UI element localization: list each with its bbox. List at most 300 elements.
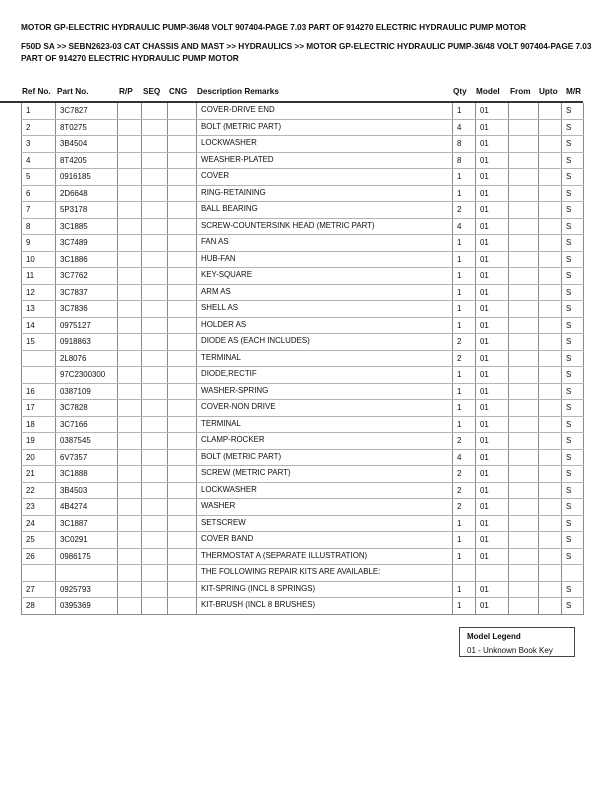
qty-cell: 1	[453, 169, 476, 186]
rp-cell	[118, 136, 142, 153]
rp-cell	[118, 103, 142, 119]
ref-no-cell: 21	[22, 466, 56, 483]
seq-cell	[142, 367, 168, 384]
mr-cell: S	[562, 251, 584, 268]
qty-cell: 1	[453, 515, 476, 532]
seq-cell	[142, 416, 168, 433]
from-cell	[509, 466, 539, 483]
cng-cell	[168, 482, 197, 499]
from-cell	[509, 185, 539, 202]
model-cell: 01	[476, 284, 509, 301]
seq-cell	[142, 284, 168, 301]
upto-cell	[539, 367, 562, 384]
upto-cell	[539, 416, 562, 433]
ref-no-cell: 16	[22, 383, 56, 400]
description-cell: ARM AS	[197, 284, 453, 301]
qty-cell: 2	[453, 334, 476, 351]
cng-cell	[168, 334, 197, 351]
qty-cell	[453, 565, 476, 582]
ref-no-cell: 8	[22, 218, 56, 235]
from-cell	[509, 334, 539, 351]
seq-cell	[142, 515, 168, 532]
cng-cell	[168, 383, 197, 400]
col-seq: SEQ	[143, 87, 161, 96]
description-cell: BOLT (METRIC PART)	[197, 449, 453, 466]
ref-no-cell: 2	[22, 119, 56, 136]
seq-cell	[142, 400, 168, 417]
model-cell: 01	[476, 499, 509, 516]
part-no-cell: 0387109	[56, 383, 118, 400]
table-row	[22, 235, 584, 252]
table-row	[22, 152, 584, 169]
from-cell	[509, 152, 539, 169]
table-row	[22, 268, 584, 285]
table-row	[22, 598, 584, 615]
upto-cell	[539, 152, 562, 169]
ref-no-cell: 17	[22, 400, 56, 417]
part-no-cell: 3C7762	[56, 268, 118, 285]
ref-no-cell: 25	[22, 532, 56, 549]
seq-cell	[142, 598, 168, 615]
model-cell: 01	[476, 119, 509, 136]
qty-cell: 1	[453, 383, 476, 400]
description-cell: KIT-BRUSH (INCL 8 BRUSHES)	[197, 598, 453, 615]
description-cell: HOLDER AS	[197, 317, 453, 334]
seq-cell	[142, 565, 168, 582]
qty-cell: 2	[453, 466, 476, 483]
mr-cell: S	[562, 317, 584, 334]
upto-cell	[539, 532, 562, 549]
model-cell: 01	[476, 581, 509, 598]
description-cell: THERMOSTAT A (SEPARATE ILLUSTRATION)	[197, 548, 453, 565]
rp-cell	[118, 334, 142, 351]
ref-no-cell: 20	[22, 449, 56, 466]
ref-no-cell: 4	[22, 152, 56, 169]
part-no-cell: 2D6648	[56, 185, 118, 202]
seq-cell	[142, 136, 168, 153]
from-cell	[509, 251, 539, 268]
part-no-cell: 0925793	[56, 581, 118, 598]
part-no-cell: 3C7836	[56, 301, 118, 318]
from-cell	[509, 400, 539, 417]
table-row	[22, 482, 584, 499]
mr-cell: S	[562, 284, 584, 301]
model-cell: 01	[476, 334, 509, 351]
model-cell: 01	[476, 383, 509, 400]
rp-cell	[118, 598, 142, 615]
qty-cell: 2	[453, 202, 476, 219]
description-cell: WASHER-SPRING	[197, 383, 453, 400]
ref-no-cell: 14	[22, 317, 56, 334]
ref-no-cell: 10	[22, 251, 56, 268]
mr-cell: S	[562, 136, 584, 153]
table-row	[22, 284, 584, 301]
description-cell: HUB-FAN	[197, 251, 453, 268]
col-mr: M/R	[566, 87, 582, 96]
cng-cell	[168, 169, 197, 186]
rp-cell	[118, 466, 142, 483]
qty-cell: 1	[453, 367, 476, 384]
part-no-cell: 0986175	[56, 548, 118, 565]
part-no-cell: 8T4205	[56, 152, 118, 169]
rp-cell	[118, 218, 142, 235]
model-cell: 01	[476, 598, 509, 615]
rp-cell	[118, 499, 142, 516]
upto-cell	[539, 482, 562, 499]
seq-cell	[142, 482, 168, 499]
rp-cell	[118, 301, 142, 318]
ref-no-cell: 27	[22, 581, 56, 598]
upto-cell	[539, 350, 562, 367]
qty-cell: 1	[453, 416, 476, 433]
upto-cell	[539, 169, 562, 186]
qty-cell: 1	[453, 532, 476, 549]
seq-cell	[142, 119, 168, 136]
cng-cell	[168, 284, 197, 301]
cng-cell	[168, 152, 197, 169]
rp-cell	[118, 268, 142, 285]
rp-cell	[118, 416, 142, 433]
description-cell: THE FOLLOWING REPAIR KITS ARE AVAILABLE:	[197, 565, 453, 582]
seq-cell	[142, 152, 168, 169]
description-cell: SCREW-COUNTERSINK HEAD (METRIC PART)	[197, 218, 453, 235]
upto-cell	[539, 466, 562, 483]
qty-cell: 1	[453, 400, 476, 417]
seq-cell	[142, 532, 168, 549]
part-no-cell: 3B4504	[56, 136, 118, 153]
table-row	[22, 301, 584, 318]
cng-cell	[168, 416, 197, 433]
cng-cell	[168, 301, 197, 318]
rp-cell	[118, 185, 142, 202]
from-cell	[509, 383, 539, 400]
model-cell: 01	[476, 218, 509, 235]
qty-cell: 1	[453, 185, 476, 202]
upto-cell	[539, 284, 562, 301]
cng-cell	[168, 103, 197, 119]
description-cell: SETSCREW	[197, 515, 453, 532]
qty-cell: 1	[453, 548, 476, 565]
mr-cell: S	[562, 119, 584, 136]
table-row	[22, 383, 584, 400]
part-no-cell: 0918863	[56, 334, 118, 351]
rp-cell	[118, 548, 142, 565]
qty-cell: 1	[453, 301, 476, 318]
description-cell: FAN AS	[197, 235, 453, 252]
table-row	[22, 532, 584, 549]
model-cell: 01	[476, 515, 509, 532]
rp-cell	[118, 581, 142, 598]
mr-cell: S	[562, 235, 584, 252]
part-no-cell: 6V7357	[56, 449, 118, 466]
model-cell: 01	[476, 548, 509, 565]
description-cell: RING-RETAINING	[197, 185, 453, 202]
part-no-cell: 3C1888	[56, 466, 118, 483]
ref-no-cell: 19	[22, 433, 56, 450]
qty-cell: 1	[453, 251, 476, 268]
table-row	[22, 185, 584, 202]
from-cell	[509, 169, 539, 186]
from-cell	[509, 103, 539, 119]
from-cell	[509, 317, 539, 334]
col-upto: Upto	[539, 87, 558, 96]
description-cell: CLAMP-ROCKER	[197, 433, 453, 450]
upto-cell	[539, 598, 562, 615]
model-cell: 01	[476, 169, 509, 186]
mr-cell: S	[562, 383, 584, 400]
from-cell	[509, 235, 539, 252]
upto-cell	[539, 515, 562, 532]
upto-cell	[539, 581, 562, 598]
cng-cell	[168, 466, 197, 483]
from-cell	[509, 499, 539, 516]
upto-cell	[539, 136, 562, 153]
rp-cell	[118, 284, 142, 301]
model-cell: 01	[476, 532, 509, 549]
rp-cell	[118, 317, 142, 334]
col-ref-no: Ref No.	[22, 87, 51, 96]
part-no-cell: 8T0275	[56, 119, 118, 136]
from-cell	[509, 449, 539, 466]
table-row	[22, 416, 584, 433]
from-cell	[509, 350, 539, 367]
upto-cell	[539, 301, 562, 318]
upto-cell	[539, 251, 562, 268]
col-rp: R/P	[119, 87, 133, 96]
part-no-cell: 3C7166	[56, 416, 118, 433]
model-cell: 01	[476, 433, 509, 450]
rp-cell	[118, 169, 142, 186]
rp-cell	[118, 235, 142, 252]
table-row	[22, 548, 584, 565]
rp-cell	[118, 383, 142, 400]
upto-cell	[539, 119, 562, 136]
cng-cell	[168, 202, 197, 219]
seq-cell	[142, 433, 168, 450]
parts-table	[21, 103, 584, 615]
mr-cell: S	[562, 400, 584, 417]
mr-cell: S	[562, 532, 584, 549]
upto-cell	[539, 499, 562, 516]
upto-cell	[539, 268, 562, 285]
model-cell: 01	[476, 482, 509, 499]
from-cell	[509, 301, 539, 318]
ref-no-cell: 26	[22, 548, 56, 565]
seq-cell	[142, 301, 168, 318]
description-cell: KEY-SQUARE	[197, 268, 453, 285]
model-cell: 01	[476, 185, 509, 202]
description-cell: TERMINAL	[197, 350, 453, 367]
seq-cell	[142, 548, 168, 565]
part-no-cell: 0916185	[56, 169, 118, 186]
description-cell: LOCKWASHER	[197, 136, 453, 153]
part-no-cell: 0387545	[56, 433, 118, 450]
table-row	[22, 334, 584, 351]
ref-no-cell: 5	[22, 169, 56, 186]
part-no-cell: 3C0291	[56, 532, 118, 549]
seq-cell	[142, 449, 168, 466]
qty-cell: 1	[453, 235, 476, 252]
seq-cell	[142, 334, 168, 351]
ref-no-cell: 23	[22, 499, 56, 516]
ref-no-cell: 18	[22, 416, 56, 433]
legend-item: 01 - Unknown Book Key	[467, 646, 553, 655]
table-row	[22, 119, 584, 136]
from-cell	[509, 268, 539, 285]
from-cell	[509, 202, 539, 219]
mr-cell: S	[562, 169, 584, 186]
rp-cell	[118, 532, 142, 549]
description-cell: COVER-NON DRIVE	[197, 400, 453, 417]
table-row	[22, 218, 584, 235]
rp-cell	[118, 482, 142, 499]
ref-no-cell: 12	[22, 284, 56, 301]
part-no-cell: 3C1887	[56, 515, 118, 532]
cng-cell	[168, 185, 197, 202]
part-no-cell: 3C7827	[56, 103, 118, 119]
from-cell	[509, 433, 539, 450]
seq-cell	[142, 185, 168, 202]
part-no-cell	[56, 565, 118, 582]
cng-cell	[168, 548, 197, 565]
mr-cell: S	[562, 367, 584, 384]
table-row	[22, 169, 584, 186]
seq-cell	[142, 581, 168, 598]
table-row	[22, 400, 584, 417]
seq-cell	[142, 499, 168, 516]
qty-cell: 2	[453, 350, 476, 367]
qty-cell: 1	[453, 317, 476, 334]
rp-cell	[118, 251, 142, 268]
mr-cell	[562, 565, 584, 582]
mr-cell: S	[562, 433, 584, 450]
cng-cell	[168, 598, 197, 615]
mr-cell: S	[562, 350, 584, 367]
ref-no-cell: 1	[22, 103, 56, 119]
page-title: MOTOR GP-ELECTRIC HYDRAULIC PUMP-36/48 VOLT 907404-PAGE 7.03 PART OF 914270 ELECTRIC HYDRAULIC PUMP MOTOR	[21, 22, 527, 32]
mr-cell: S	[562, 548, 584, 565]
from-cell	[509, 482, 539, 499]
description-cell: WASHER	[197, 499, 453, 516]
rp-cell	[118, 119, 142, 136]
seq-cell	[142, 383, 168, 400]
col-description: Description Remarks	[197, 87, 279, 96]
part-no-cell: 5P3178	[56, 202, 118, 219]
mr-cell: S	[562, 598, 584, 615]
model-cell: 01	[476, 136, 509, 153]
rp-cell	[118, 400, 142, 417]
table-row	[22, 350, 584, 367]
cng-cell	[168, 515, 197, 532]
mr-cell: S	[562, 499, 584, 516]
model-cell: 01	[476, 466, 509, 483]
mr-cell: S	[562, 449, 584, 466]
description-cell: COVER	[197, 169, 453, 186]
part-no-cell: 3C1885	[56, 218, 118, 235]
description-cell: WEASHER-PLATED	[197, 152, 453, 169]
description-cell: COVER-DRIVE END	[197, 103, 453, 119]
mr-cell: S	[562, 185, 584, 202]
rp-cell	[118, 350, 142, 367]
mr-cell: S	[562, 466, 584, 483]
part-no-cell: 3C7828	[56, 400, 118, 417]
qty-cell: 4	[453, 119, 476, 136]
legend-title: Model Legend	[467, 632, 521, 641]
from-cell	[509, 532, 539, 549]
part-no-cell: 3B4503	[56, 482, 118, 499]
from-cell	[509, 136, 539, 153]
seq-cell	[142, 103, 168, 119]
cng-cell	[168, 317, 197, 334]
table-row	[22, 367, 584, 384]
model-cell: 01	[476, 400, 509, 417]
upto-cell	[539, 565, 562, 582]
col-qty: Qty	[453, 87, 467, 96]
from-cell	[509, 581, 539, 598]
seq-cell	[142, 251, 168, 268]
from-cell	[509, 284, 539, 301]
table-row	[22, 251, 584, 268]
from-cell	[509, 416, 539, 433]
upto-cell	[539, 103, 562, 119]
description-cell: SHELL AS	[197, 301, 453, 318]
upto-cell	[539, 185, 562, 202]
ref-no-cell: 11	[22, 268, 56, 285]
cng-cell	[168, 251, 197, 268]
mr-cell: S	[562, 218, 584, 235]
ref-no-cell: 3	[22, 136, 56, 153]
breadcrumb: F50D SA >> SEBN2623-03 CAT CHASSIS AND MAST >> HYDRAULICS >> MOTOR GP-ELECTRIC HYDRAULIC PUMP-36/48 VOLT 907404-PAGE 7.03 PART OF 914270 ELECTRIC HYDRAULIC PUMP MOTOR	[21, 41, 592, 63]
model-cell: 01	[476, 301, 509, 318]
table-header	[0, 87, 612, 99]
table-row	[22, 317, 584, 334]
part-no-cell: 3C1886	[56, 251, 118, 268]
mr-cell: S	[562, 202, 584, 219]
mr-cell: S	[562, 152, 584, 169]
col-cng: CNG	[169, 87, 188, 96]
qty-cell: 2	[453, 499, 476, 516]
rp-cell	[118, 449, 142, 466]
rp-cell	[118, 202, 142, 219]
seq-cell	[142, 169, 168, 186]
qty-cell: 4	[453, 218, 476, 235]
description-cell: COVER BAND	[197, 532, 453, 549]
from-cell	[509, 598, 539, 615]
rp-cell	[118, 433, 142, 450]
cng-cell	[168, 268, 197, 285]
qty-cell: 1	[453, 268, 476, 285]
cng-cell	[168, 218, 197, 235]
description-cell: SCREW (METRIC PART)	[197, 466, 453, 483]
upto-cell	[539, 383, 562, 400]
mr-cell: S	[562, 416, 584, 433]
cng-cell	[168, 136, 197, 153]
ref-no-cell	[22, 565, 56, 582]
cng-cell	[168, 350, 197, 367]
mr-cell: S	[562, 482, 584, 499]
table-row	[22, 581, 584, 598]
table-row	[22, 202, 584, 219]
mr-cell: S	[562, 268, 584, 285]
cng-cell	[168, 449, 197, 466]
upto-cell	[539, 449, 562, 466]
cng-cell	[168, 235, 197, 252]
cng-cell	[168, 367, 197, 384]
col-from: From	[510, 87, 531, 96]
seq-cell	[142, 466, 168, 483]
mr-cell: S	[562, 515, 584, 532]
table-row	[22, 565, 584, 582]
